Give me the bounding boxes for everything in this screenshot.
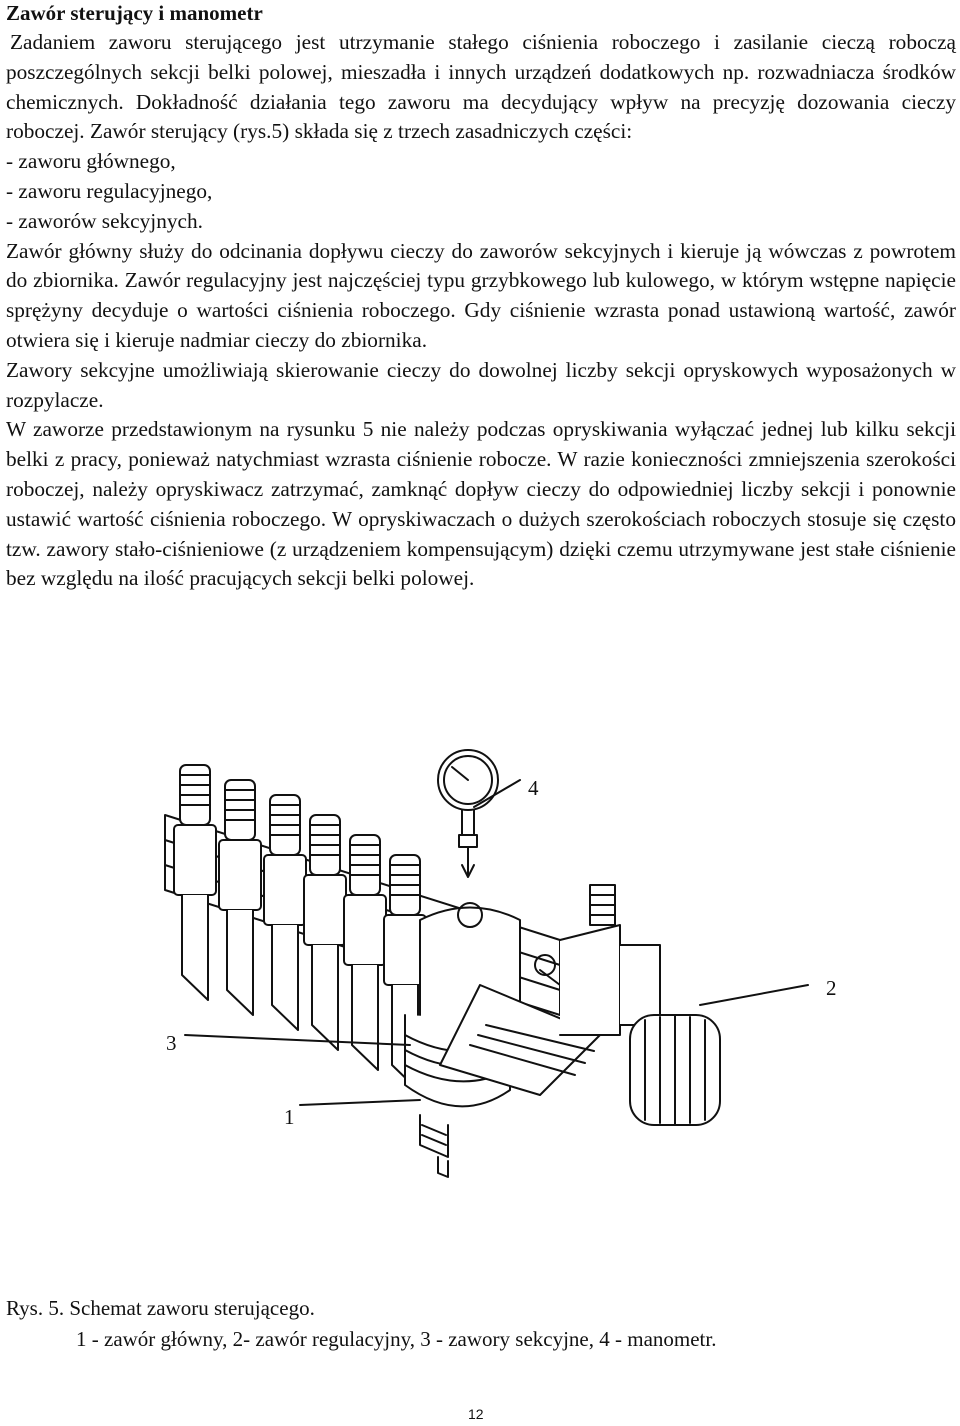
manometer — [438, 750, 498, 877]
leader-2 — [700, 985, 808, 1005]
valve-figure — [0, 745, 960, 1185]
list-item-main-valve: - zaworu głównego, — [6, 149, 176, 174]
callout-2: 2 — [826, 976, 837, 1000]
page-number: 12 — [468, 1406, 484, 1422]
regulating-valve — [560, 885, 720, 1125]
list-item-section-valves: - zaworów sekcyjnych. — [6, 208, 203, 233]
paragraph-intro: Zadaniem zaworu sterującego jest utrzymanie stałego ciśnienia roboczego i zasilanie cieczą roboczą poszczególnych sekcji belki polowej, mieszadła i innych urządzeń dodatkowych np. rozwadniacza środków chemicznych. Dokładność działania tego zaworu ma decydujący wpływ na precyzję dozowania cieczy roboczej. Zawór sterujący (rys.5) składa się z trzech zasadniczych części: — [6, 30, 956, 144]
section-title: Zawór sterujący i manometr — [6, 1, 263, 25]
callout-3: 3 — [166, 1031, 177, 1055]
paragraph-main-valve: Zawór główny służy do odcinania dopływu cieczy do zaworów sekcyjnych i kieruje ją wówczas z powrotem do zbiornika. Zawór regulacyjny jest najczęściej typu grzybkowego lub kulowego, w którym wstępne napięcie sprężyny decyduje o wartości ciśnienia roboczego. Gdy ciśnienie wzrasta ponad ustawioną wartość, zawór otwiera się i kieruje nadmiar cieczy do zbiornika. — [6, 238, 956, 352]
paragraph-usage: W zaworze przedstawionym na rysunku 5 nie należy podczas opryskiwania wyłączać jednej lub kilku sekcji belki z pracy, ponieważ natychmiast wzrasta ciśnienie robocze. W razie konieczności zmniejszenia szerokości roboczej, należy opryskiwacz zatrzymać, zamknąć dopływ cieczy do odpowiedniej liczby sekcji i ponownie ustawić wartość ciśnienia roboczego. W opryskiwaczach o dużych szerokościach roboczych stosuje się często tzw. zawory stało-ciśnieniowe (z urządzeniem kompensującym) dzięki czemu utrzymywane jest stałe ciśnienie bez względu na ilość pracujących sekcji belki polowej. — [6, 417, 956, 591]
figure-caption — [6, 1293, 946, 1355]
body-text — [6, 28, 956, 594]
callout-1: 1 — [284, 1105, 295, 1129]
callout-4: 4 — [528, 776, 539, 800]
caption-legend: 1 - zawór główny, 2- zawór regulacyjny, 3 - zawory sekcyjne, 4 - manometr. — [76, 1327, 717, 1351]
control-valve-diagram — [0, 745, 960, 1185]
paragraph-section-valves: Zawory sekcyjne umożliwiają skierowanie cieczy do dowolnej liczby sekcji opryskowych wyposażonych w rozpylacze. — [6, 357, 956, 412]
leader-1 — [300, 1100, 420, 1105]
list-item-regulating-valve: - zaworu regulacyjnego, — [6, 178, 213, 203]
caption-title: Rys. 5. Schemat zaworu sterującego. — [6, 1296, 315, 1320]
